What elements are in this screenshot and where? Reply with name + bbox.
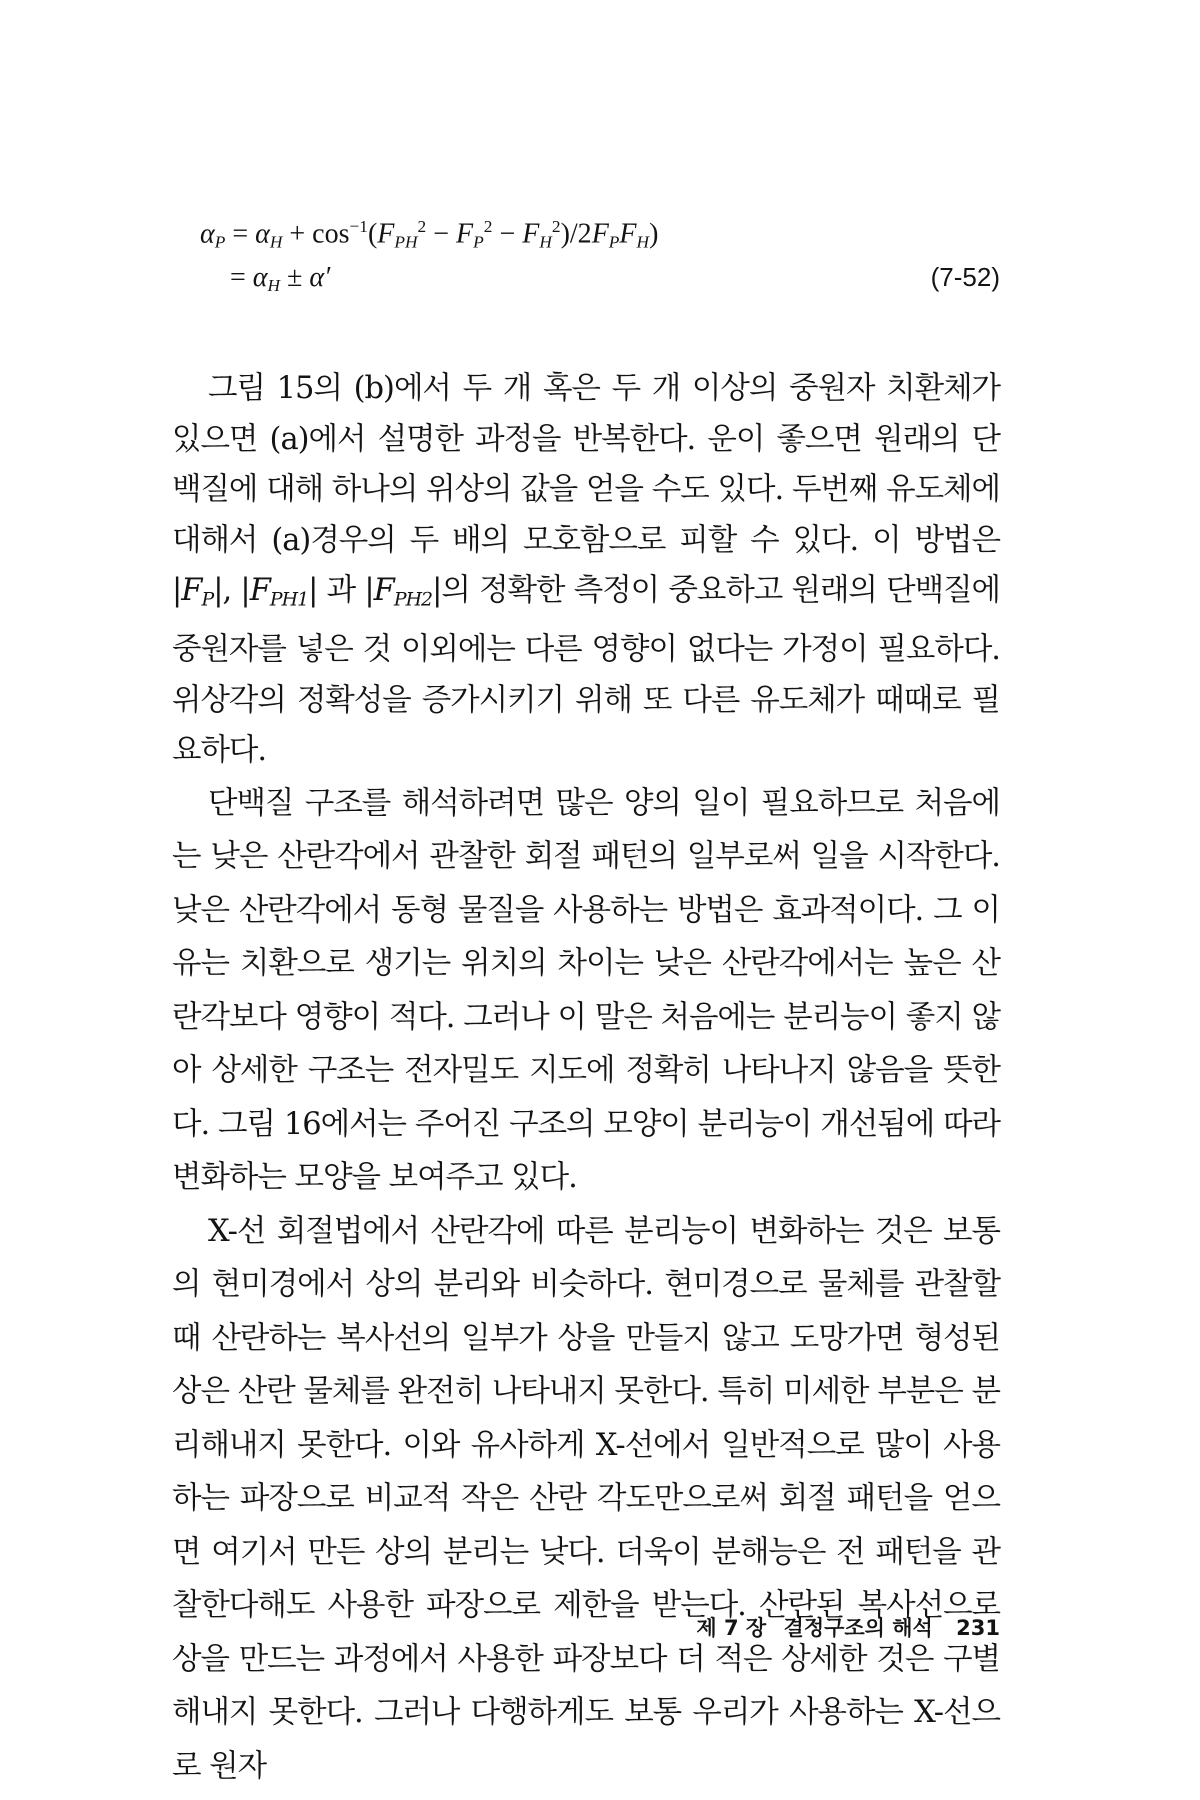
- square-superscript: 2: [417, 217, 427, 236]
- footer-chapter: 제 7 장: [696, 1616, 767, 1640]
- plus-minus-sign: ±: [280, 262, 310, 293]
- paragraph-1-part-a: 그림 15의 (b)에서 두 개 혹은 두 개 이상의 중원자 치환체가 있으면 (a)에서 설명한 과정을 반복한다. 운이 좋으면 원래의 단백질에 대해 하나의 위상의 값을 얻을 수도 있다. 두번째 유도체에 대해서 (a)경우의 두 배의 모호함으로 피할 수 있다. 이 방법은 |: [172, 371, 1000, 608]
- inverse-superscript: −1: [349, 217, 368, 236]
- subscript-p-2: P: [473, 232, 484, 252]
- subscript-fph1: PH1: [269, 588, 309, 611]
- equals-sign: =: [225, 218, 256, 250]
- equals-sign-2: =: [230, 262, 253, 293]
- paragraph-1-part-d: |의 정확한 측정이 중요하고 원래의 단백질에 중원자를 넣은 것 이외에는 다른 영향이 없다는 가정이 필요하다. 위상각의 정확성을 증가시키기 위해 또 다른 유도체가 때때로 필요하다.: [172, 573, 1001, 769]
- alpha-prime-symbol: α′: [309, 262, 331, 293]
- subscript-h-4: H: [267, 276, 281, 296]
- equation-line-1: [200, 218, 1000, 251]
- minus-sign-2: −: [492, 218, 523, 250]
- subscript-h: H: [269, 232, 283, 252]
- f-h-symbol: F: [522, 218, 540, 250]
- square-superscript-2: 2: [483, 217, 493, 236]
- subscript-h-2: H: [539, 232, 552, 252]
- paragraph-1: 그림 15의 (b)에서 두 개 혹은 두 개 이상의 중원자 치환체가 있으면 (a)에서 설명한 과정을 반복한다. 운이 좋으면 원래의 단백질에 대해 하나의 위상의 값을 얻을 수도 있다. 두번째 유도체에 대해서 (a)경우의 두 배의 모호함으로 피할 수 있다. 이 방법은 $|F_P|$, $|F_{PH1}|$ 과 $|F_{PH2}|$의 정확한 측정이 중요하고 원래의 단백질에 중원자를 넣은 것 이외에는 다른 영향이 없다는 가정이 필요하다. 위상각의 정확성을 증가시키기 위해 또 다른 유도체가 때때로 필요하다.: [172, 371, 1001, 769]
- alpha-h-symbol-2: α: [252, 262, 268, 293]
- subscript-fph2: PH2: [393, 588, 433, 611]
- subscript-ph: PH: [394, 232, 418, 252]
- f-p-denominator: F: [591, 218, 609, 250]
- page-footer: [0, 1612, 1000, 1642]
- plus-cos: + cos: [282, 218, 350, 250]
- f-ph-symbol: F: [377, 218, 395, 250]
- eq2-body: [200, 262, 331, 296]
- close-paren: ): [649, 218, 659, 250]
- f-p-symbol: F: [456, 218, 474, 250]
- open-paren: (: [367, 218, 378, 250]
- body-text: [172, 364, 1000, 1793]
- paragraph-1-part-c: | 과 |: [308, 573, 374, 608]
- f-h-denominator: F: [619, 218, 637, 250]
- page-number: 231: [956, 1616, 1000, 1640]
- paragraph-2: 단백질 구조를 해석하려면 많은 양의 일이 필요하므로 처음에는 낮은 산란각에서 관찰한 회절 패턴의 일부로써 일을 시작한다. 낮은 산란각에서 동형 물질을 사용하는 방법은 효과적이다. 그 이유는 치환으로 생기는 위치의 차이는 낮은 산란각에서는 높은 산란각보다 영향이 적다. 그러나 이 말은 처음에는 분리능이 좋지 않아 상세한 구조는 전자밀도 지도에 정확히 나타나지 않음을 뜻한다. 그림 16에서는 주어진 구조의 모양이 분리능이 개선됨에 따라 변화하는 모양을 보여주고 있다.: [172, 785, 1000, 1196]
- subscript-h-3: H: [636, 232, 650, 252]
- subscript-fp: P: [201, 588, 214, 611]
- alpha-p-symbol: α: [200, 218, 215, 250]
- close-divide: )/2: [560, 218, 592, 250]
- subscript-p-3: P: [608, 232, 620, 252]
- equation-line-2: [200, 264, 1000, 295]
- footer-title: 결정구조의 해석: [783, 1616, 933, 1640]
- paragraph-1-part-b: |, |: [213, 573, 250, 608]
- minus-sign: −: [426, 218, 457, 250]
- alpha-h-symbol: α: [255, 218, 270, 250]
- paragraph-3: X-선 회절법에서 산란각에 따른 분리능이 변화하는 것은 보통의 현미경에서 상의 분리와 비슷하다. 현미경으로 물체를 관찰할 때 산란하는 복사선의 일부가 상을 만들지 않고 도망가면 형성된 상은 산란 물체를 완전히 나타내지 못한다. 특히 미세한 부분은 분리해내지 못한다. 이와 유사하게 X-선에서 일반적으로 많이 사용하는 파장으로 비교적 작은 산란 각도만으로써 회절 패턴을 얻으면 여기서 만든 상의 분리는 낮다. 더욱이 분해능은 전 패턴을 관찰한다해도 사용한 파장으로 제한을 받는다. 산란된 복사선으로 상을 만드는 과정에서 사용한 파장보다 더 적은 상세한 것은 구별해내지 못한다. 그러나 다행하게도 보통 우리가 사용하는 X-선으로 원자: [172, 1213, 1000, 1784]
- subscript-p: P: [214, 232, 226, 252]
- square-superscript-3: 2: [551, 217, 561, 236]
- equation-number: (7-52): [930, 262, 1000, 292]
